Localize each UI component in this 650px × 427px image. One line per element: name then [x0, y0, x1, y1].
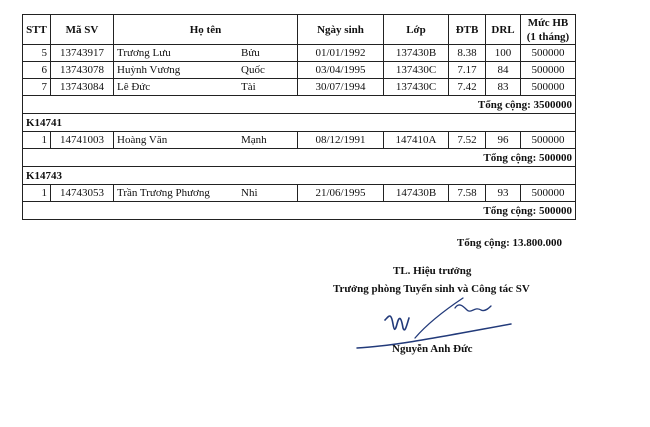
- cell-ho-ten: [114, 185, 298, 202]
- cell-dtb: 8.38: [449, 45, 486, 62]
- group-total: Tổng cộng: 500000: [23, 149, 576, 167]
- cell-ma-sv: 13743084: [51, 79, 114, 96]
- group-total: Tổng cộng: 500000: [23, 202, 576, 220]
- header-lop: Lớp: [384, 15, 449, 45]
- group-header-row: [23, 167, 576, 185]
- signatory-name: Nguyễn Anh Đức: [392, 343, 473, 355]
- cell-muc-hb: 500000: [521, 79, 576, 96]
- cell-lop: 137430C: [384, 79, 449, 96]
- cell-stt: 1: [23, 185, 51, 202]
- cell-stt: 1: [23, 132, 51, 149]
- cell-ngay-sinh: 30/07/1994: [298, 79, 384, 96]
- header-ngay-sinh: Ngày sinh: [298, 15, 384, 45]
- grand-total: Tổng cộng: 13.800.000: [456, 237, 562, 249]
- cell-ho-ten: [114, 132, 298, 149]
- cell-lop: 147430B: [384, 185, 449, 202]
- cell-ho-ten: [114, 79, 298, 96]
- table-row: [23, 185, 576, 202]
- table-header-row: [23, 15, 576, 45]
- cell-drl: 100: [486, 45, 521, 62]
- header-ho-ten: Họ tên: [114, 15, 298, 45]
- cell-stt: 6: [23, 62, 51, 79]
- cell-dtb: 7.52: [449, 132, 486, 149]
- cell-stt: 7: [23, 79, 51, 96]
- cell-ho: Huỳnh Vương: [117, 64, 181, 76]
- table-row: [23, 45, 576, 62]
- cell-muc-hb: 500000: [521, 185, 576, 202]
- group-total-row: [23, 149, 576, 167]
- cell-ma-sv: 14741003: [51, 132, 114, 149]
- cell-drl: 83: [486, 79, 521, 96]
- cell-drl: 93: [486, 185, 521, 202]
- cell-ho-ten: [114, 45, 298, 62]
- cell-ngay-sinh: 08/12/1991: [298, 132, 384, 149]
- table-row: [23, 62, 576, 79]
- cell-ho: Hoàng Văn: [117, 134, 168, 146]
- cell-dtb: 7.42: [449, 79, 486, 96]
- cell-muc-hb: 500000: [521, 132, 576, 149]
- cell-ho: Trương Lưu: [117, 47, 171, 59]
- signatory-office: Trưởng phòng Tuyển sinh và Công tác SV: [333, 283, 530, 295]
- cell-ten: Mạnh: [241, 134, 267, 146]
- header-drl: DRL: [486, 15, 521, 45]
- cell-ho-ten: [114, 62, 298, 79]
- scholarship-table: [22, 14, 576, 220]
- cell-lop: 137430C: [384, 62, 449, 79]
- group-total-row: [23, 202, 576, 220]
- cell-lop: 147410A: [384, 132, 449, 149]
- table-row: [23, 132, 576, 149]
- cell-ma-sv: 14743053: [51, 185, 114, 202]
- header-dtb: ĐTB: [449, 15, 486, 45]
- cell-ma-sv: 13743917: [51, 45, 114, 62]
- cell-ten: Nhi: [241, 187, 258, 199]
- cell-drl: 84: [486, 62, 521, 79]
- header-ma-sv: Mã SV: [51, 15, 114, 45]
- cell-dtb: 7.17: [449, 62, 486, 79]
- cell-stt: 5: [23, 45, 51, 62]
- cell-ten: Tài: [241, 81, 256, 93]
- cell-ten: Quốc: [241, 64, 265, 76]
- group-label: K14743: [23, 167, 576, 185]
- cell-ho: Lê Đức: [117, 81, 151, 93]
- group-total: Tổng cộng: 3500000: [23, 96, 576, 114]
- cell-ho: Trần Trương Phương: [117, 187, 210, 199]
- cell-dtb: 7.58: [449, 185, 486, 202]
- cell-muc-hb: 500000: [521, 45, 576, 62]
- table-row: [23, 79, 576, 96]
- cell-ngay-sinh: 01/01/1992: [298, 45, 384, 62]
- signatory-title: TL. Hiệu trưởng: [393, 265, 472, 277]
- cell-ngay-sinh: 03/04/1995: [298, 62, 384, 79]
- cell-drl: 96: [486, 132, 521, 149]
- cell-ten: Bửu: [241, 47, 260, 59]
- group-header-row: [23, 114, 576, 132]
- header-stt: STT: [23, 15, 51, 45]
- cell-lop: 137430B: [384, 45, 449, 62]
- cell-ngay-sinh: 21/06/1995: [298, 185, 384, 202]
- cell-muc-hb: 500000: [521, 62, 576, 79]
- cell-ma-sv: 13743078: [51, 62, 114, 79]
- group-total-row: [23, 96, 576, 114]
- header-muc-hb: Mức HB (1 tháng): [521, 15, 576, 45]
- group-label: K14741: [23, 114, 576, 132]
